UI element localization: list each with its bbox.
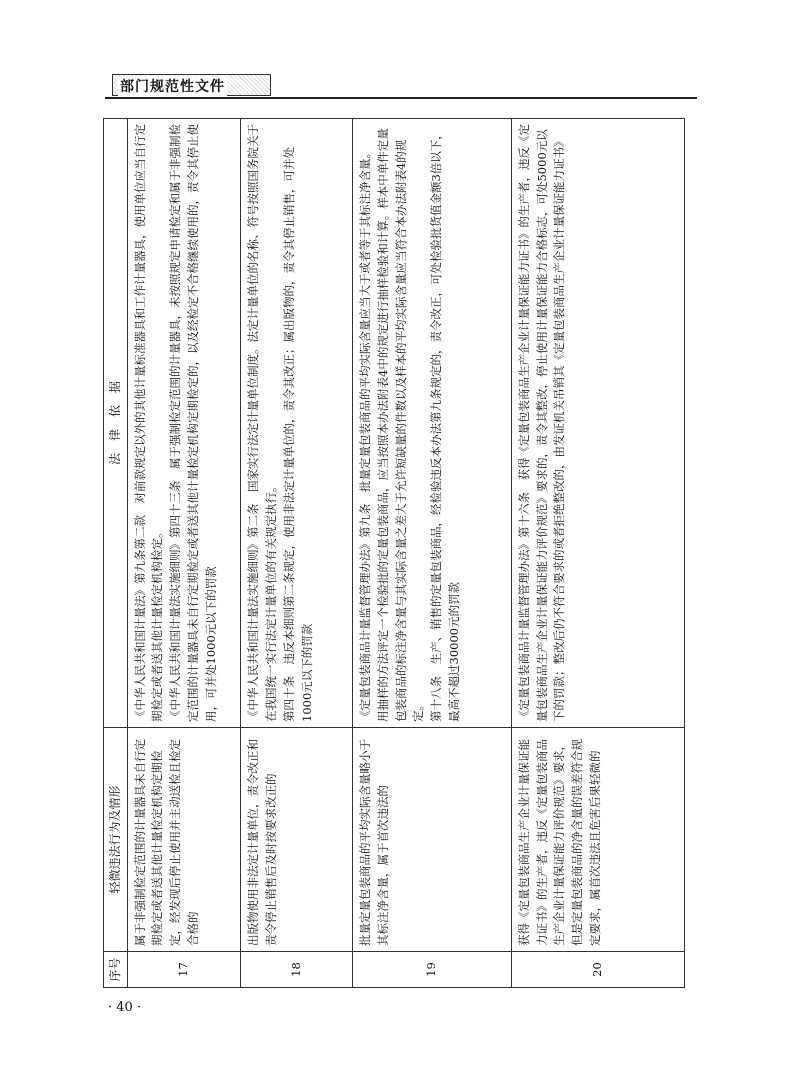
row-case: 批量定量包装商品的平均实际含量略小于其标注净含量，属于首次违法的 xyxy=(352,728,511,952)
basis-paragraph: 用抽样的方法评定一个检验批的定量包装商品，应当按照本办法附表4中的规定进行抽样检验和计算。样本中单件定量包装商品的标注净含量与其实际含量之差大于允许短缺量的件数以及样本的平均实际含量应当符合本办法附表4的规定。 xyxy=(375,128,426,722)
row-case: 属于非强制检定范围的计量器具未自行定期检定或者送其他计量检定机构定期检定，经发现后停止使用并主动送检且检定合格的 xyxy=(127,728,241,952)
basis-paragraph: 《定量包装商品计量监督管理办法》第九条 批量定量包装商品的平均实际含量应当大于或者等于其标注净含量。 xyxy=(357,147,372,722)
violations-table-rotated xyxy=(103,118,685,988)
table-row xyxy=(241,119,353,988)
basis-paragraph: 《定量包装商品计量监督管理办法》第十六条 获得《定量包装商品生产企业计量保证能力证书》的生产者，违反《定量包装商品生产企业计量保证能力评价规范》要求的，责令其整改，停止使用计量保证能力合格标志，可处5000元以下的罚款；整改后仍不符合要求的或者拒绝整改的，由发证机关吊销其《定量包装商品生产企业计量保证能力证书》 xyxy=(516,124,567,722)
row-basis xyxy=(352,119,511,728)
basis-paragraph: 第十八条 生产、销售的定量包装商品，经检验违反本办法第九条规定的，责令改正，可处检验批货值金额3倍以下，最高不超过30000元的罚款 xyxy=(429,128,462,722)
row-basis xyxy=(241,119,353,728)
column-header-basis: 法 律 依 据 xyxy=(104,119,128,728)
row-number: 18 xyxy=(241,952,353,988)
table-header-row xyxy=(104,119,128,988)
row-basis xyxy=(127,119,241,728)
row-number: 20 xyxy=(511,952,684,988)
row-case: 出版物使用非法定计量单位，责令改正和责令停止销售后及时按要求改正的 xyxy=(241,728,353,952)
basis-paragraph: 《中华人民共和国计量法实施细则》第二条 国家实行法定计量单位制度。法定计量单位的名称、符号按照国务院关于在我国统一实行法定计量单位的有关规定执行。 xyxy=(246,124,279,722)
page-number: · 40 · xyxy=(108,1000,142,1015)
document-category-title: 部门规范性文件 xyxy=(118,76,227,96)
table-row xyxy=(352,119,511,988)
row-number: 17 xyxy=(127,952,241,988)
basis-paragraph: 《中华人民共和国计量法实施细则》第四十三条 属于强制检定范围的计量器具，未按照规定申请检定和属于非强制检定范围的计量器具未自行定期检定或者送其他计量检定机构定期检定的，以及经检定不合格继续使用的，责令其停止使用，可并处1000元以下的罚款 xyxy=(168,124,218,722)
row-case: 获得《定量包装商品生产企业计量保证能力证书》的生产者，违反《定量包装商品生产企业计量保证能力评价规范》要求，但是定量包装商品的净含量的误差符合规定要求，属首次违法且危害后果轻微的 xyxy=(511,728,684,952)
basis-paragraph: 第四十条 违反本细则第二条规定，使用非法定计量单位的，责令其改正；属出版物的，责令其停止销售，可并处1000元以下的罚款 xyxy=(281,147,314,722)
violations-table xyxy=(103,118,685,988)
row-number: 19 xyxy=(352,952,511,988)
basis-paragraph: 《中华人民共和国计量法》第九条第二款 对前款规定以外的其他计量标准器具和工作计量器具，使用单位应当自行定期检定或者送其他计量检定机构检定。 xyxy=(132,124,165,722)
table-row xyxy=(127,119,241,988)
table-row xyxy=(511,119,684,988)
row-basis xyxy=(511,119,684,728)
column-header-number: 序号 xyxy=(104,952,128,988)
header-divider xyxy=(105,97,697,99)
column-header-case: 轻微违法行为及情形 xyxy=(104,728,128,952)
